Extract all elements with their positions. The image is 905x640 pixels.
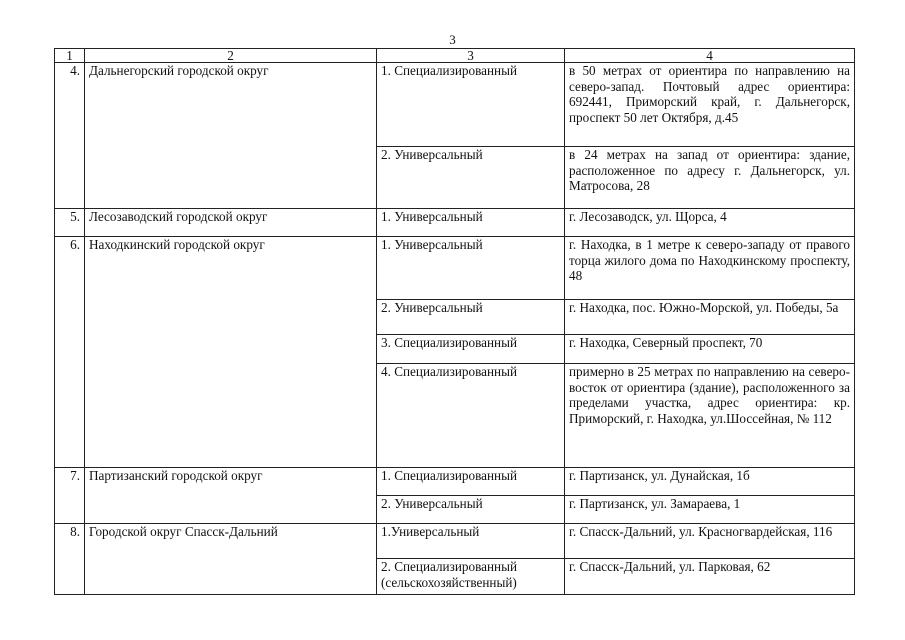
market-type: 2. Универсальный — [377, 147, 565, 209]
market-address: г. Спасск-Дальний, ул. Парковая, 62 — [565, 559, 855, 595]
row-number: 4. — [55, 63, 85, 209]
column-header-4: 4 — [565, 49, 855, 63]
market-type: 2. Универсальный — [377, 300, 565, 335]
header-row — [55, 49, 855, 63]
market-address: в 50 метрах от ориентира по направлению на северо-запад. Почтовый адрес ориентира: 692441, Приморский край, г. Дальнегорск, проспект 50 лет Октября, д.45 — [565, 63, 855, 147]
market-address: г. Спасск-Дальний, ул. Красногвардейская, 116 — [565, 524, 855, 559]
market-address: г. Партизанск, ул. Замараева, 1 — [565, 496, 855, 524]
market-type: 1. Универсальный — [377, 237, 565, 300]
market-address: г. Лесозаводск, ул. Щорса, 4 — [565, 209, 855, 237]
market-address: г. Находка, в 1 метре к северо-западу от правого торца жилого дома по Находкинскому проспекту, 48 — [565, 237, 855, 300]
market-type: 2. Универсальный — [377, 496, 565, 524]
market-type: 4. Специализированный — [377, 364, 565, 468]
column-header-2: 2 — [85, 49, 377, 63]
row-number: 5. — [55, 209, 85, 237]
table-row — [55, 524, 855, 559]
markets-table — [54, 48, 855, 595]
table-row — [55, 468, 855, 496]
row-number: 8. — [55, 524, 85, 595]
market-type: 3. Специализированный — [377, 335, 565, 364]
page-number: 3 — [449, 32, 456, 47]
row-number: 6. — [55, 237, 85, 468]
column-header-1: 1 — [55, 49, 85, 63]
market-address: г. Находка, Северный проспект, 70 — [565, 335, 855, 364]
market-type: 2. Специализированный (сельскохозяйственный) — [377, 559, 565, 595]
table-row — [55, 209, 855, 237]
market-type: 1.Универсальный — [377, 524, 565, 559]
row-number: 7. — [55, 468, 85, 524]
market-type: 1. Специализированный — [377, 63, 565, 147]
district-name: Городской округ Спасск-Дальний — [85, 524, 377, 595]
market-type: 1. Специализированный — [377, 468, 565, 496]
table-row — [55, 63, 855, 147]
market-address: г. Партизанск, ул. Дунайская, 1б — [565, 468, 855, 496]
market-address: г. Находка, пос. Южно-Морской, ул. Победы, 5а — [565, 300, 855, 335]
market-address: в 24 метрах на запад от ориентира: здание, расположенное по адресу г. Дальнегорск, ул. Матросова, 28 — [565, 147, 855, 209]
table-row — [55, 237, 855, 300]
district-name: Находкинский городской округ — [85, 237, 377, 468]
district-name: Лесозаводский городской округ — [85, 209, 377, 237]
column-header-3: 3 — [377, 49, 565, 63]
market-type: 1. Универсальный — [377, 209, 565, 237]
district-name: Дальнегорский городской округ — [85, 63, 377, 209]
market-address: примерно в 25 метрах по направлению на северо-восток от ориентира (здание), расположенного за пределами участка, адрес ориентира: кр. Приморский, г. Находка, ул.Шоссейная, № 112 — [565, 364, 855, 468]
district-name: Партизанский городской округ — [85, 468, 377, 524]
